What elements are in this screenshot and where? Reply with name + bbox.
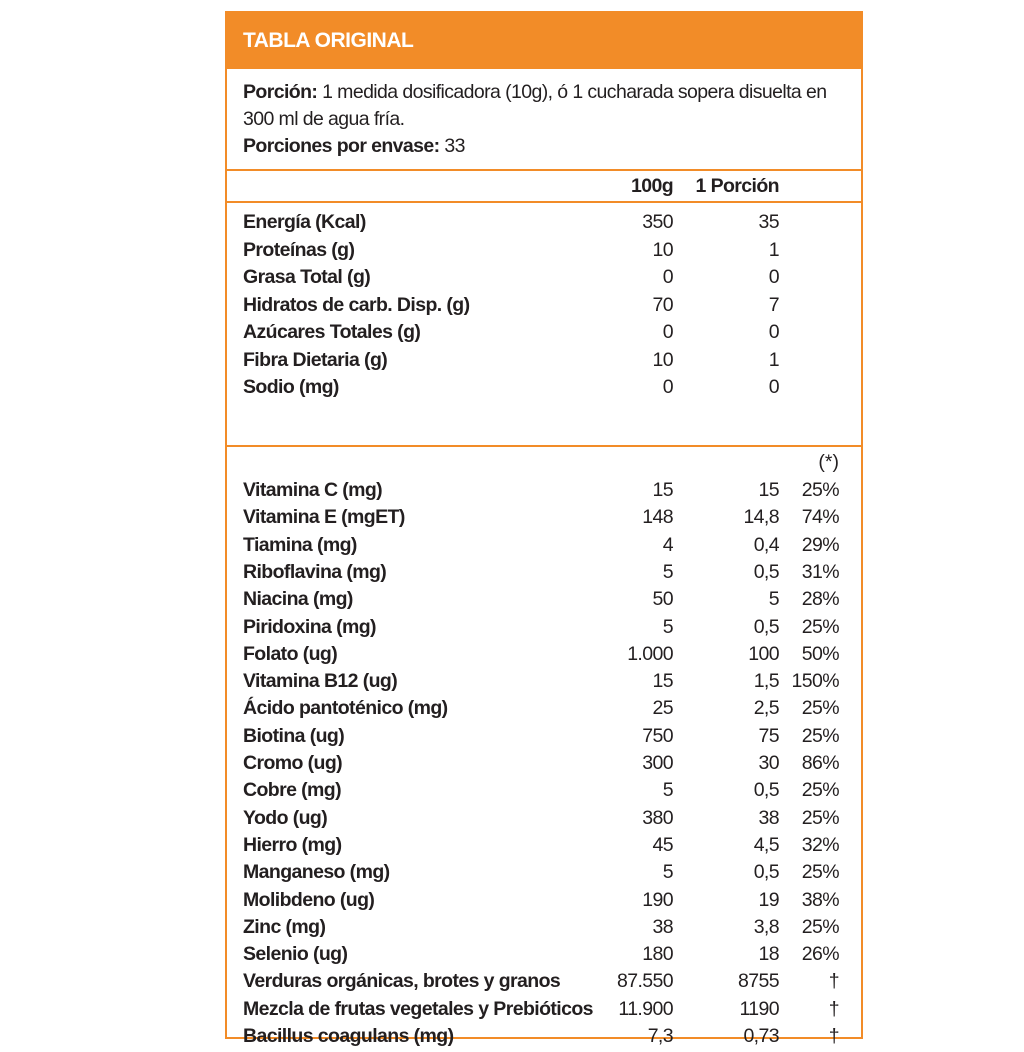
value-percent-dv: 74% (801, 506, 839, 529)
value-portion: 1190 (739, 997, 779, 1020)
value-100g: 7,3 (647, 1025, 673, 1047)
table-row (227, 294, 861, 321)
value-100g: 0 (662, 321, 673, 343)
value-portion: 38 (758, 806, 779, 829)
value-percent-dv: 25% (801, 779, 839, 802)
value-100g: 750 (642, 724, 673, 747)
nutrient-label: Fibra Dietaria (g) (243, 348, 388, 371)
column-percent-dv: (*) (818, 451, 839, 473)
value-portion: 18 (758, 943, 779, 966)
value-100g: 1.000 (627, 642, 673, 665)
nutrient-label: Sodio (mg) (243, 376, 339, 398)
value-100g: 25 (652, 697, 673, 720)
value-100g: 5 (662, 861, 673, 884)
value-percent-dv: † (828, 1025, 839, 1047)
nutrient-label: Verduras orgánicas, brotes y granos (243, 970, 561, 993)
table-row (227, 643, 861, 670)
table-row (227, 807, 861, 834)
column-portion: 1 Porción (695, 175, 779, 197)
nutrient-label: Vitamina C (mg) (243, 479, 383, 501)
value-portion: 14,8 (743, 506, 779, 529)
nutrient-label: Proteínas (g) (243, 238, 355, 261)
value-portion: 0 (768, 321, 779, 343)
value-percent-dv: 32% (801, 833, 839, 856)
nutrient-label: Vitamina E (mgET) (243, 506, 405, 529)
servings-value: 33 (439, 135, 465, 157)
table-row (227, 970, 861, 997)
table-row (227, 725, 861, 752)
table-row (227, 779, 861, 806)
value-100g: 10 (652, 348, 673, 371)
value-100g: 15 (652, 670, 673, 693)
value-portion: 19 (758, 888, 779, 911)
nutrient-label: Bacillus coagulans (mg) (243, 1025, 454, 1047)
value-portion: 2,5 (753, 697, 779, 720)
value-100g: 4 (662, 533, 673, 556)
value-100g: 148 (642, 506, 673, 529)
value-100g: 300 (642, 752, 673, 774)
table-title: TABLA ORIGINAL (227, 13, 861, 69)
nutrient-label: Niacina (mg) (243, 588, 353, 611)
value-100g: 10 (652, 238, 673, 261)
nutrient-label: Energía (Kcal) (243, 211, 366, 233)
value-100g: 380 (642, 806, 673, 829)
table-row (227, 561, 861, 588)
table-row (227, 479, 861, 506)
table-row (227, 321, 861, 348)
value-percent-dv: 25% (801, 806, 839, 829)
value-100g: 0 (662, 376, 673, 398)
value-percent-dv: 28% (801, 588, 839, 611)
value-percent-dv: † (828, 997, 839, 1020)
value-percent-dv: † (828, 970, 839, 993)
nutrient-label: Cobre (mg) (243, 779, 341, 802)
table-row (227, 211, 861, 238)
table-row (227, 889, 861, 916)
table-row (227, 534, 861, 561)
value-percent-dv: 25% (801, 861, 839, 884)
servings-label: Porciones por envase: (243, 135, 440, 157)
table-row (227, 834, 861, 861)
value-portion: 0,5 (753, 779, 779, 802)
column-100g: 100g (630, 175, 673, 197)
value-100g: 180 (642, 943, 673, 966)
table-row (227, 943, 861, 970)
table-row (227, 670, 861, 697)
value-percent-dv: 150% (791, 670, 839, 693)
table-row (227, 588, 861, 615)
table-row (227, 239, 861, 266)
value-portion: 5 (768, 588, 779, 611)
nutrient-label: Riboflavina (mg) (243, 560, 387, 583)
value-portion: 4,5 (753, 833, 779, 856)
value-portion: 30 (758, 752, 779, 774)
value-100g: 38 (652, 915, 673, 938)
column-header (227, 171, 861, 203)
nutrient-label: Zinc (mg) (243, 915, 326, 938)
value-portion: 100 (748, 642, 779, 665)
value-portion: 75 (758, 724, 779, 747)
value-100g: 87.550 (616, 970, 673, 993)
value-percent-dv: 31% (801, 560, 839, 583)
value-portion: 1 (768, 348, 779, 371)
value-portion: 0,5 (753, 560, 779, 583)
value-100g: 0 (662, 266, 673, 288)
value-100g: 45 (652, 833, 673, 856)
value-100g: 11.900 (618, 997, 673, 1020)
nutrition-table (225, 11, 863, 1047)
nutrient-label: Hidratos de carb. Disp. (g) (243, 293, 470, 316)
value-100g: 5 (662, 615, 673, 638)
value-100g: 190 (642, 888, 673, 911)
value-portion: 0,4 (753, 533, 779, 556)
value-portion: 1 (768, 238, 779, 261)
value-percent-dv: 38% (801, 888, 839, 911)
table-row (227, 697, 861, 724)
macro-nutrients-section (227, 203, 861, 447)
value-100g: 70 (652, 293, 673, 316)
nutrient-label: Tiamina (mg) (243, 533, 357, 556)
nutrient-label: Selenio (ug) (243, 943, 348, 966)
table-row (227, 916, 861, 943)
value-portion: 1,5 (753, 670, 779, 693)
value-portion: 8755 (738, 970, 779, 993)
value-portion: 0,73 (743, 1025, 779, 1047)
table-row (227, 376, 861, 403)
table-row (227, 506, 861, 533)
value-percent-dv: 29% (801, 533, 839, 556)
value-portion: 0 (768, 376, 779, 398)
value-portion: 0,5 (753, 861, 779, 884)
nutrient-label: Biotina (ug) (243, 724, 345, 747)
table-row (227, 349, 861, 376)
table-row (227, 998, 861, 1025)
nutrient-label: Azúcares Totales (g) (243, 321, 421, 343)
value-portion: 7 (768, 293, 779, 316)
nutrient-label: Yodo (ug) (243, 806, 328, 829)
portion-text: 1 medida dosificadora (10g), ó 1 cucharada sopera disuelta en 300 ml de agua fría. (243, 81, 827, 130)
value-100g: 5 (662, 779, 673, 802)
table-row (227, 752, 861, 779)
value-percent-dv: 26% (801, 943, 839, 966)
value-100g: 15 (652, 479, 673, 501)
table-row (227, 616, 861, 643)
nutrient-label: Mezcla de frutas vegetales y Prebióticos (243, 997, 593, 1020)
nutrient-label: Molibdeno (ug) (243, 888, 375, 911)
nutrient-label: Hierro (mg) (243, 833, 342, 856)
nutrient-label: Vitamina B12 (ug) (243, 670, 398, 693)
table-row (227, 861, 861, 888)
value-portion: 35 (758, 211, 779, 233)
value-percent-dv: 25% (801, 697, 839, 720)
value-portion: 15 (758, 479, 779, 501)
value-100g: 50 (652, 588, 673, 611)
nutrient-label: Grasa Total (g) (243, 266, 371, 288)
value-portion: 0 (768, 266, 779, 288)
nutrient-label: Piridoxina (mg) (243, 615, 376, 638)
value-percent-dv: 50% (801, 642, 839, 665)
value-portion: 3,8 (753, 915, 779, 938)
value-percent-dv: 25% (801, 724, 839, 747)
portion-info (227, 69, 861, 171)
nutrient-label: Folato (ug) (243, 642, 338, 665)
value-100g: 350 (642, 211, 673, 233)
value-100g: 5 (662, 560, 673, 583)
value-percent-dv: 25% (801, 615, 839, 638)
value-percent-dv: 25% (801, 915, 839, 938)
value-percent-dv: 25% (801, 479, 839, 501)
table-row (227, 1025, 861, 1052)
nutrient-label: Manganeso (mg) (243, 861, 390, 884)
table-row (227, 266, 861, 293)
portion-label: Porción: (243, 81, 318, 103)
value-portion: 0,5 (753, 615, 779, 638)
nutrient-label: Ácido pantoténico (mg) (243, 697, 448, 720)
value-percent-dv: 86% (801, 752, 839, 774)
nutrient-label: Cromo (ug) (243, 752, 343, 774)
